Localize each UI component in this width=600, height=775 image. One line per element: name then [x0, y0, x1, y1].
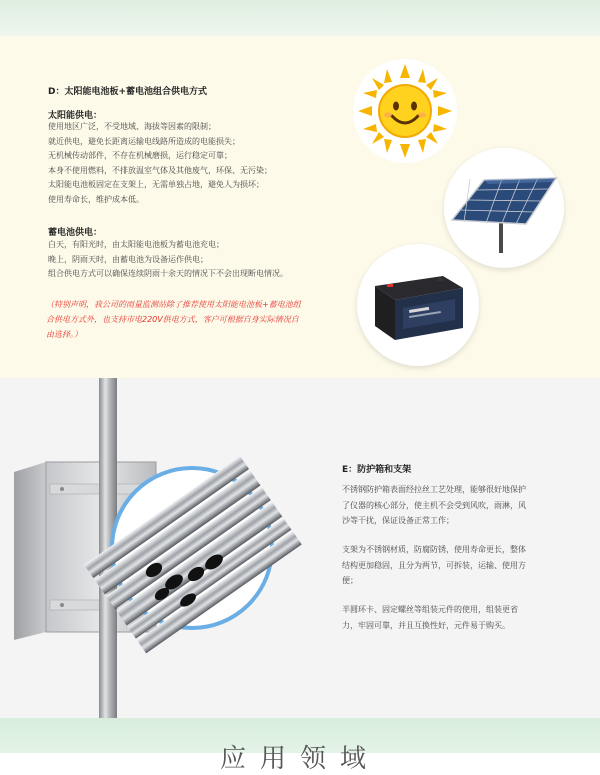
application-field-title: 应用领域	[219, 744, 380, 774]
battery-supply-list	[48, 238, 288, 282]
bracket-line: 支架为不锈钢材质，防腐防锈，使用寿命更长，整体	[342, 545, 526, 554]
box-line: 不锈钢防护箱表面经拉丝工艺处理，能够很好地保护	[342, 485, 526, 494]
battery-line: 组合供电方式可以确保连续阴雨十余天的情况下不会出现断电情况。	[48, 269, 288, 279]
solar-line: 就近供电，避免长距离运输电线路所造成的电能损失；	[48, 136, 240, 146]
notice-line: 合供电方式外，也支持市电220V供电方式，客户可根据自身实际情况自	[46, 315, 299, 324]
bracket-description	[342, 542, 526, 589]
special-notice	[46, 297, 301, 342]
battery-supply-title: 蓄电池供电：	[48, 228, 103, 238]
solar-line: 使用地区广泛，不受地域、海拔等因素的限制；	[48, 122, 216, 131]
notice-line: （特别声明，我公司的雨量监测站除了推荐使用太阳能电池板+蓄电池组	[46, 300, 301, 309]
application-field-banner	[0, 718, 600, 774]
section-d-heading: D：太阳能电池板+蓄电池组合供电方式	[48, 87, 208, 97]
box-line: 了仪器的核心部分，使主机不会受到风吹，雨淋，风	[342, 500, 526, 510]
box-line: 沙等干扰，保证设备正常工作；	[342, 516, 454, 525]
battery-icon	[357, 244, 479, 366]
solar-line: 太阳能电池板固定在支架上，无需单独占地，避免人为损坏；	[48, 180, 264, 190]
fittings-line: 力，牢固可靠，并且互换性好，元件易于购买。	[342, 620, 510, 630]
solar-supply-title: 太阳能供电：	[48, 111, 103, 121]
solar-line: 本身不使用燃料，不排放温室气体及其他废气，环保、无污染；	[48, 165, 272, 175]
steel-pipes-icon	[114, 470, 270, 626]
bracket-line: 结构更加稳固，且分为两节，可拆装，运输、使用方	[342, 560, 526, 570]
section-e-heading: E：防护箱和支架	[342, 465, 412, 475]
box-description	[342, 482, 526, 529]
solar-line: 无机械传动部件，不存在机械磨损，运行稳定可靠；	[48, 151, 232, 161]
battery-line: 白天，有阳光时，由太阳能电池板为蓄电池充电；	[48, 240, 224, 249]
battery-line: 晚上，阴雨天时，由蓄电池为设备运作供电；	[48, 254, 208, 264]
top-banner-strip	[0, 0, 600, 36]
sun-icon	[352, 58, 458, 164]
fittings-description	[342, 602, 518, 633]
fittings-line: 半圆环卡、固定螺丝等组装元件的使用，组装更省	[342, 605, 518, 614]
bracket-line: 便；	[342, 576, 358, 585]
steel-pipe-closeup	[110, 466, 274, 630]
solar-line: 使用寿命长，维护成本低。	[48, 194, 144, 204]
battery-image	[357, 244, 479, 366]
solar-supply-list	[48, 120, 272, 208]
notice-line: 由选择。）	[46, 330, 82, 339]
